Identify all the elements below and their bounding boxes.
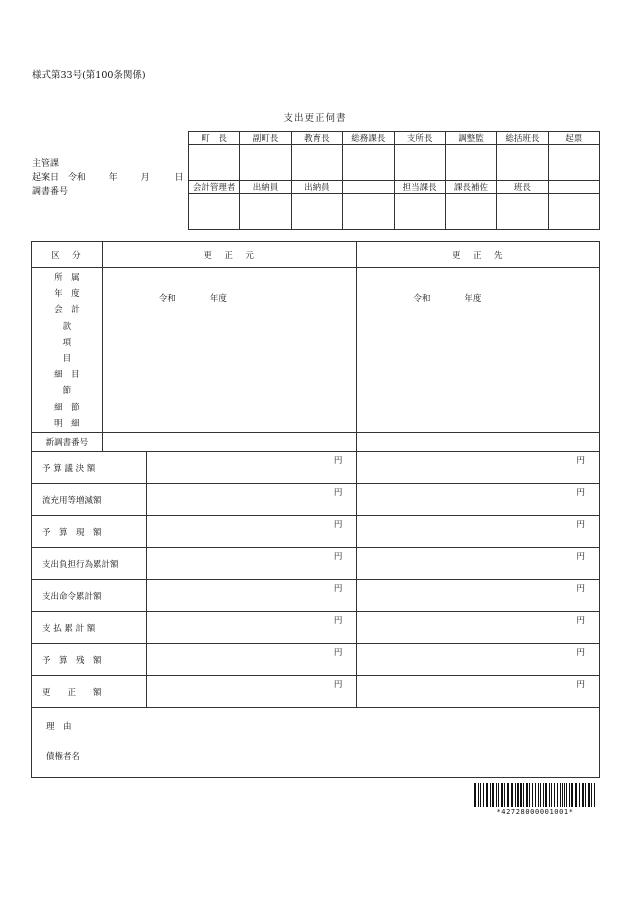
field-label: 所 属 <box>54 273 80 283</box>
field-label: 款 <box>62 321 72 332</box>
barcode-bar <box>501 783 503 807</box>
amount-label: 予 算 残 額 <box>32 644 147 676</box>
amount-before[interactable] <box>146 644 357 676</box>
field-label: 目 <box>62 354 72 365</box>
yen-unit: 円 <box>333 520 343 531</box>
yen-unit: 円 <box>333 616 343 627</box>
after-details-cell[interactable] <box>357 268 600 433</box>
kian-day: 日 <box>174 173 184 183</box>
approval-head: 出納員 <box>240 181 291 194</box>
field-label: 細 節 <box>54 402 80 413</box>
barcode-bar <box>594 783 595 807</box>
barcode-bar <box>486 783 488 807</box>
approval-stamp-table <box>188 131 600 230</box>
kian-label: 起案日 <box>32 173 60 183</box>
barcode-bar <box>554 783 555 807</box>
amount-after[interactable] <box>357 580 600 612</box>
barcode-bar <box>529 783 530 807</box>
stamp-box <box>291 194 342 230</box>
amount-label: 更 正 額 <box>32 676 147 708</box>
barcode-bar <box>564 783 565 807</box>
amount-before[interactable] <box>146 516 357 548</box>
doc-number-label: 調書番号 <box>32 187 69 197</box>
barcode-bar <box>588 783 590 807</box>
amount-before[interactable] <box>146 548 357 580</box>
yen-unit: 円 <box>576 456 585 467</box>
barcode-bar <box>535 783 536 807</box>
new-doc-no-before[interactable] <box>102 433 357 452</box>
amount-label: 支出負担行為累計額 <box>32 548 147 580</box>
barcode-bar <box>562 783 563 807</box>
barcode-bar <box>571 783 573 807</box>
kian-date-row <box>32 170 184 183</box>
stamp-box <box>394 145 445 181</box>
yen-unit: 円 <box>576 488 585 499</box>
amount-after[interactable] <box>357 644 600 676</box>
approval-head: 担当課長 <box>394 181 445 194</box>
stamp-box <box>291 145 342 181</box>
kian-year: 年 <box>108 173 118 183</box>
approval-head: 会計管理者 <box>189 181 240 194</box>
yen-unit: 円 <box>576 584 585 595</box>
stamp-box <box>497 194 548 230</box>
barcode-bar <box>549 783 550 807</box>
barcode-bar <box>557 783 558 807</box>
amount-before[interactable] <box>146 452 357 484</box>
before-year: 令和 年度 <box>158 294 227 304</box>
field-label: 節 <box>62 386 72 397</box>
approval-head: 出納員 <box>291 181 342 194</box>
barcode-bar <box>517 783 519 807</box>
amount-after[interactable] <box>357 548 600 580</box>
correction-table <box>31 241 600 778</box>
approval-head: 町 長 <box>189 132 240 145</box>
yen-unit: 円 <box>333 552 343 563</box>
barcode-bar <box>582 783 584 807</box>
yen-unit: 円 <box>576 520 585 531</box>
yen-unit: 円 <box>576 680 585 691</box>
field-label: 項 <box>62 337 72 348</box>
approval-head <box>548 181 599 194</box>
approval-head: 副町長 <box>240 132 291 145</box>
barcode-bar <box>507 783 509 807</box>
before-header: 更 正 元 <box>102 242 357 268</box>
barcode-bar <box>480 783 481 807</box>
amount-label: 支 払 累 計 額 <box>32 612 147 644</box>
amount-before[interactable] <box>146 484 357 516</box>
amount-before[interactable] <box>146 580 357 612</box>
approval-head: 調整監 <box>445 132 496 145</box>
barcode-bar <box>496 783 497 807</box>
barcode-bar <box>569 783 570 807</box>
barcode-bar <box>591 783 592 807</box>
barcode-bar <box>575 783 577 807</box>
amount-label: 支出命令累計額 <box>32 580 147 612</box>
approval-head <box>343 181 394 194</box>
approval-head: 班長 <box>497 181 548 194</box>
barcode-bar <box>543 783 544 807</box>
creditor-label: 債権者名 <box>46 752 81 763</box>
yen-unit: 円 <box>576 648 585 659</box>
barcode-bar <box>540 783 541 807</box>
reason-creditor-cell[interactable] <box>32 708 600 778</box>
barcode-number: *42728000001001* <box>474 808 596 816</box>
before-details-cell[interactable] <box>102 268 357 433</box>
reason-label: 理 由 <box>46 722 72 733</box>
barcode-bar <box>498 783 499 807</box>
amount-after[interactable] <box>357 484 600 516</box>
amount-label: 予 算 現 額 <box>32 516 147 548</box>
amount-before[interactable] <box>146 676 357 708</box>
barcode-bar <box>526 783 528 807</box>
barcode-bar <box>551 783 552 807</box>
barcode-bar <box>511 783 513 807</box>
barcode-bar <box>545 783 547 807</box>
yen-unit: 円 <box>333 680 343 691</box>
stamp-box <box>240 145 291 181</box>
new-doc-no-label: 新調書番号 <box>32 433 103 452</box>
barcode-bar <box>483 783 484 807</box>
dept-label: 主管課 <box>32 159 60 169</box>
stamp-box <box>445 145 496 181</box>
after-header: 更 正 先 <box>357 242 600 268</box>
barcode-bar <box>566 783 567 807</box>
barcode-bar <box>560 783 561 807</box>
yen-unit: 円 <box>333 456 343 467</box>
yen-unit: 円 <box>576 552 585 563</box>
field-label: 年 度 <box>54 289 80 300</box>
amount-before[interactable] <box>146 612 357 644</box>
barcode-bar <box>504 783 505 807</box>
stamp-box <box>548 194 599 230</box>
approval-head: 課長補佐 <box>445 181 496 194</box>
amount-after[interactable] <box>357 612 600 644</box>
amount-after[interactable] <box>357 676 600 708</box>
barcode-bar <box>523 783 524 807</box>
barcode-bar <box>490 783 491 807</box>
barcode-bar <box>515 783 516 807</box>
yen-unit: 円 <box>333 488 343 499</box>
approval-head: 総括班長 <box>497 132 548 145</box>
field-label: 明 細 <box>54 418 80 429</box>
barcode-bar <box>474 783 476 807</box>
amount-label: 予 算 議 決 額 <box>32 452 147 484</box>
field-labels <box>32 268 103 433</box>
amount-label: 流充用等増減額 <box>32 484 147 516</box>
field-label: 細 目 <box>54 370 80 381</box>
kian-month: 月 <box>140 173 150 183</box>
approval-head: 起票 <box>548 132 599 145</box>
form-number-label: 様式第33号(第100条関係) <box>32 70 146 81</box>
stamp-box <box>189 194 240 230</box>
yen-unit: 円 <box>576 616 585 627</box>
barcode-bar <box>585 783 586 807</box>
field-label: 会 計 <box>54 305 80 316</box>
amount-after[interactable] <box>357 516 600 548</box>
stamp-box <box>445 194 496 230</box>
stamp-box <box>343 194 394 230</box>
approval-head: 教育長 <box>291 132 342 145</box>
stamp-box <box>548 145 599 181</box>
stamp-box <box>189 145 240 181</box>
new-doc-no-after[interactable] <box>357 433 600 452</box>
amount-after[interactable] <box>357 452 600 484</box>
barcode-bar <box>579 783 580 807</box>
approval-head: 総務課長 <box>343 132 394 145</box>
barcode-bar <box>532 783 533 807</box>
kian-era: 令和 <box>67 173 86 183</box>
barcode-bar <box>478 783 479 807</box>
stamp-box <box>497 145 548 181</box>
yen-unit: 円 <box>333 584 343 595</box>
stamp-box <box>394 194 445 230</box>
kubun-header: 区 分 <box>32 242 103 268</box>
document-title: 支出更正伺書 <box>283 113 347 124</box>
barcode-bar <box>520 783 522 807</box>
stamp-box <box>343 145 394 181</box>
yen-unit: 円 <box>333 648 343 659</box>
stamp-box <box>240 194 291 230</box>
barcode-bar <box>538 783 539 807</box>
barcode-bar <box>492 783 494 807</box>
after-year: 令和 年度 <box>413 294 482 304</box>
approval-head: 支所長 <box>394 132 445 145</box>
